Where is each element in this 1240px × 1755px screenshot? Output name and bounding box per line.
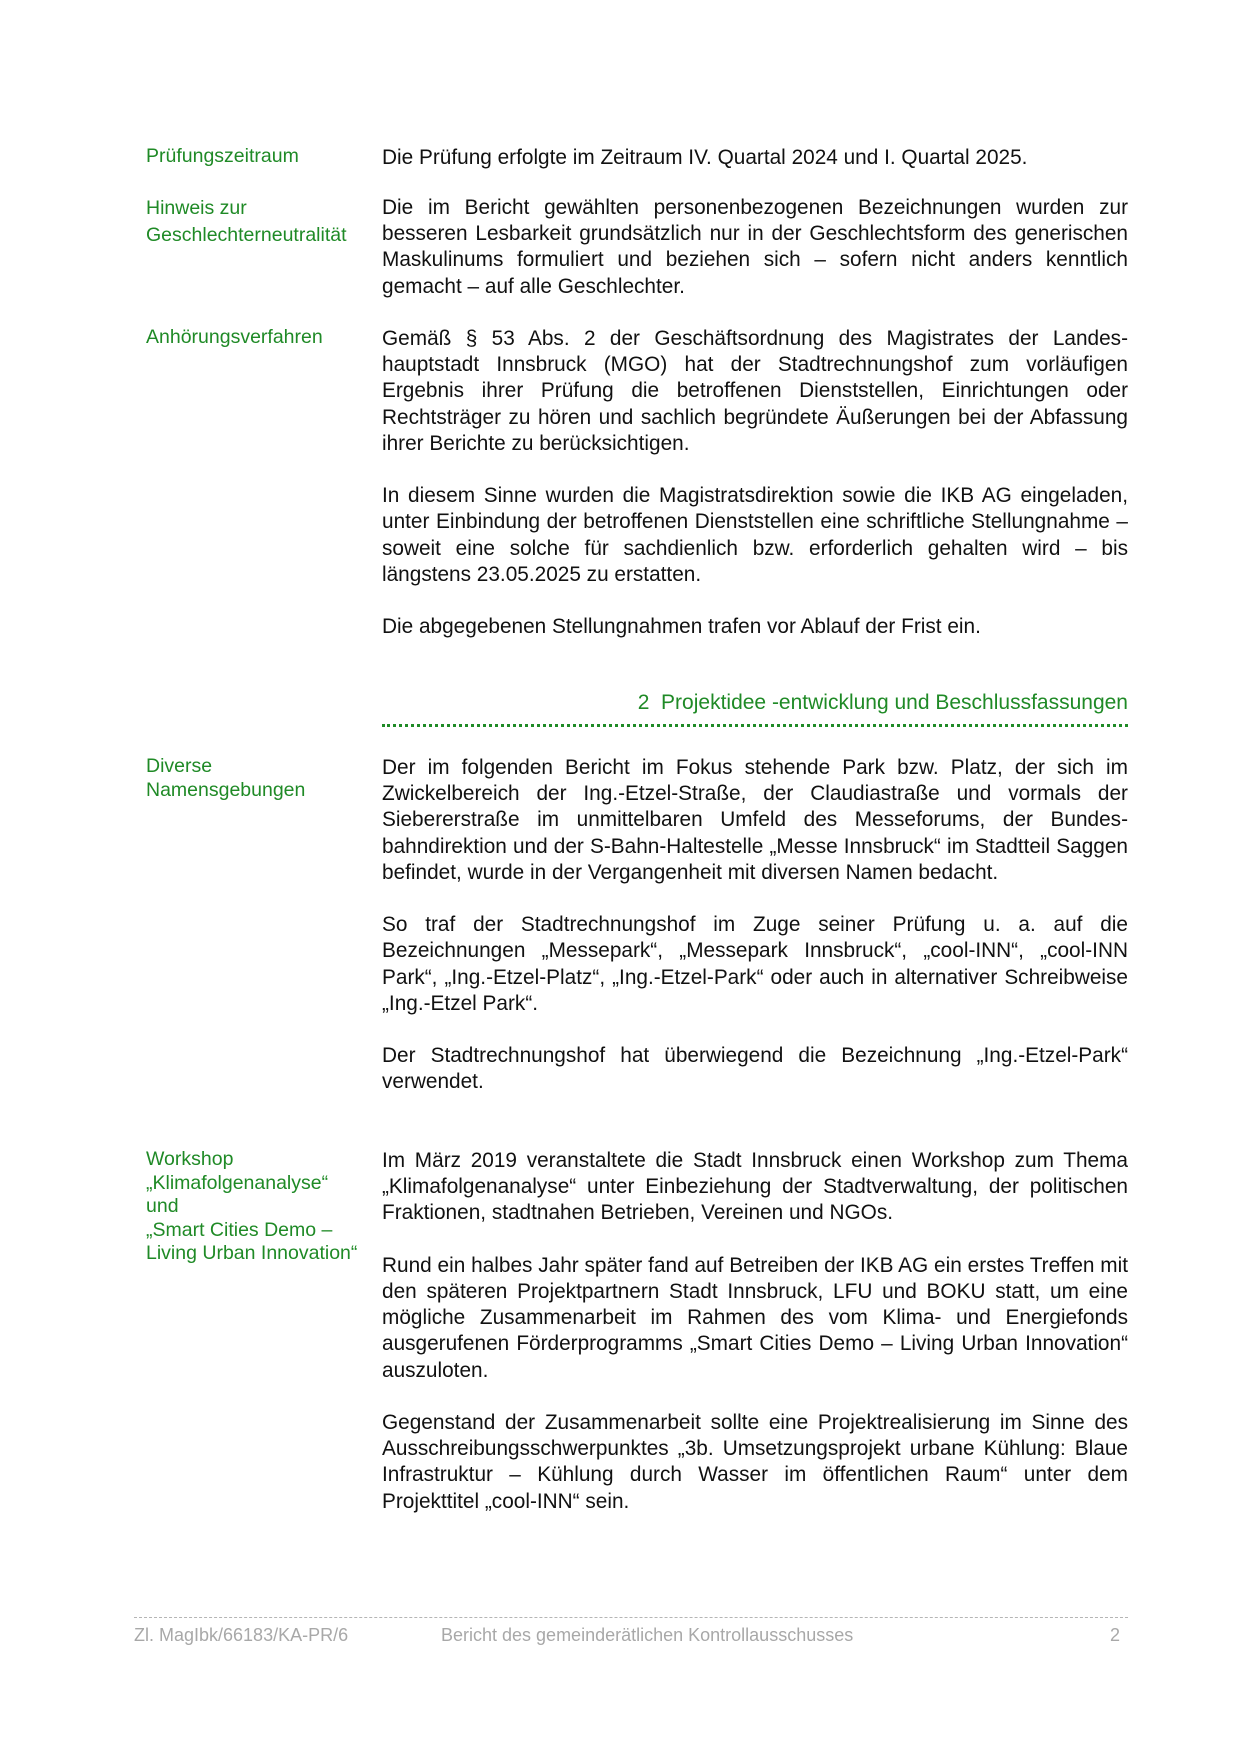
- paragraph: Die Prüfung erfolgte im Zeitraum IV. Quartal 2024 und I. Quartal 2025.: [382, 146, 1028, 169]
- paragraph: In diesem Sinne wurden die Magistratsdirektion sowie die IKB AG eingeladen, unter Einbindung der betroffenen Dienststellen eine schriftliche Stellungnahme – soweit eine solche für sachdienlich bzw. erforderlich gehalten wird – bis längstens 23.05.2025 zu erstatten.: [382, 484, 1128, 586]
- section-heading: [382, 690, 1128, 716]
- footer-title: Bericht des gemeinderätlichen Kontrollausschusses: [441, 1625, 854, 1645]
- paragraph: Gemäß § 53 Abs. 2 der Geschäftsordnung des Magistrates der Landeshauptstadt Innsbruck (MGO) hat der Stadtrechnungshof zum vorläufigen Ergebnis ihrer Prüfung die betroffenen Dienststellen, Einrichtungen oder Rechtsträger zu hören und sachlich begründete Äußerungen bei der Abfassung ihrer Berichte zu berücksichtigen.: [382, 327, 1128, 455]
- section-heading-divider: [382, 724, 1128, 727]
- page-number: 2: [1109, 1625, 1120, 1645]
- paragraph: Der Stadtrechnungshof hat überwiegend die Bezeichnung „Ing.-Etzel-Park“ verwendet.: [382, 1044, 1128, 1094]
- section-title: Projektidee -entwicklung und Beschlussfassungen: [661, 691, 1128, 714]
- section-number: 2: [637, 691, 650, 714]
- side-label-line: und: [146, 1195, 179, 1217]
- body-text: [382, 1148, 1128, 1515]
- body-text: [382, 326, 1128, 640]
- paragraph: Im März 2019 veranstaltete die Stadt Innsbruck einen Workshop zum Thema „Klimafolgenanalyse“ unter Einbeziehung der Stadtverwaltung, der politischen Fraktionen, stadtnahen Betrieben, Vereinen und NGOs.: [382, 1149, 1128, 1225]
- side-label-line: Namensgebungen: [146, 778, 306, 801]
- side-label-line: Diverse: [146, 755, 213, 777]
- side-label: [146, 755, 376, 802]
- body-text: [382, 145, 1128, 171]
- side-label-line: Geschlechterneutralität: [146, 224, 347, 246]
- paragraph: Gegenstand der Zusammenarbeit sollte eine Projektrealisierung im Sinne des Ausschreibungsschwerpunktes „3b. Umsetzungsprojekt urbane Kühlung: Blaue Infrastruktur – Kühlung durch Wasser im öffentlichen Raum“ unter dem Projekttitel „cool-INN“ sein.: [382, 1411, 1128, 1513]
- side-label: [146, 195, 376, 249]
- body-text: [382, 195, 1128, 300]
- side-label-line: „Klimafolgenanalyse“: [146, 1171, 329, 1194]
- paragraph: Der im folgenden Bericht im Fokus stehende Park bzw. Platz, der sich im Zwickelbereich der Ing.-Etzel-Straße, der Claudiastraße und vormals der Siebererstraße im unmittelbaren Umfeld des Messeforums, der Bundesbahndirektion und der S-Bahn-Haltestelle „Messe Innsbruck“ im Stadtteil Saggen befindet, wurde in der Vergangenheit mit diversen Namen bedacht.: [382, 756, 1128, 884]
- footer-reference: Zl. MagIbk/66183/KA-PR/6: [134, 1625, 349, 1645]
- side-label-line: Hinweis zur: [146, 197, 247, 219]
- side-label: Anhörungsverfahren: [146, 326, 323, 348]
- paragraph: Rund ein halbes Jahr später fand auf Betreiben der IKB AG ein erstes Treffen mit den späteren Projektpartnern Stadt Innsbruck, LFU und BOKU statt, um eine mögliche Zusammenarbeit im Rahmen des vom Klima- und Energiefonds ausgerufenen Förderprogramms „Smart Cities Demo – Living Urban Innovation“ auszuloten.: [382, 1253, 1128, 1382]
- paragraph: Die im Bericht gewählten personenbezogenen Bezeichnungen wurden zur besseren Lesbarkeit grundsätzlich nur in der Geschlechtsform des generischen Maskulinums formuliert und beziehen sich – sofern nicht anders kenntlich gemacht – auf alle Geschlechter.: [382, 196, 1128, 298]
- side-label-line: Living Urban Innovation“: [146, 1242, 358, 1264]
- footer-divider: [134, 1617, 1128, 1618]
- side-label: Prüfungszeitraum: [146, 145, 299, 167]
- side-label-line: Workshop: [146, 1148, 234, 1170]
- paragraph: Die abgegebenen Stellungnahmen trafen vor Ablauf der Frist ein.: [382, 615, 981, 639]
- body-text: [382, 755, 1128, 1096]
- paragraph: So traf der Stadtrechnungshof im Zuge seiner Prüfung u. a. auf die Bezeichnungen „Messepark“, „Messepark Innsbruck“, „cool-INN“, „cool-INN Park“, „Ing.-Etzel-Platz“, „Ing.-Etzel-Park“ oder auch in alternativer Schreibweise „Ing.-Etzel Park“.: [382, 913, 1128, 1015]
- side-label-line: „Smart Cities Demo –: [146, 1218, 333, 1241]
- side-label: [146, 1148, 386, 1266]
